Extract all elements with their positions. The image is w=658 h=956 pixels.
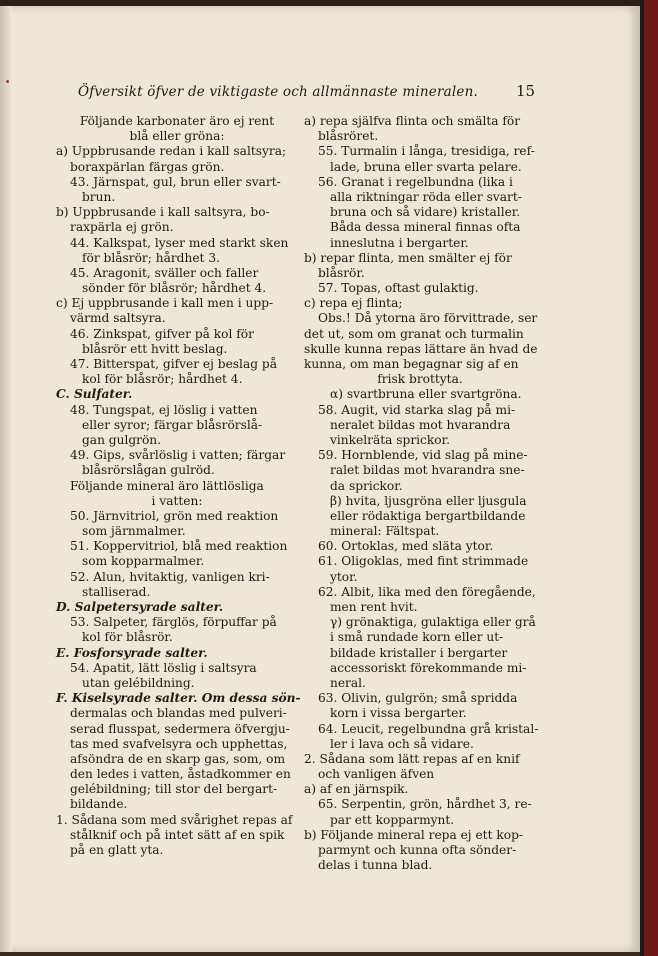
text-line: 63. Olivin, gulgrön; små spridda (318, 691, 518, 706)
text-line: lade, bruna eller svarta pelare. (330, 159, 522, 174)
text-line: Följande karbonater äro ej rent (79, 114, 275, 128)
text-line: vinkelräta sprickor. (330, 432, 450, 447)
text-line: för blåsrör; hårdhet 3. (82, 250, 220, 265)
text-line: a) Uppbrusande redan i kall saltsyra; (56, 144, 287, 159)
page-gutter (0, 6, 12, 952)
text-line: 49. Gips, svårlöslig i vatten; färgar (70, 448, 286, 463)
running-header: Öfversikt öfver de viktigaste och allmännaste mineralen. (78, 84, 478, 100)
text-line: kol för blåsrör; hårdhet 4. (82, 372, 243, 387)
text-line: blåsrör. (318, 265, 365, 280)
text-line: D. Salpetersyrade salter. (56, 600, 224, 614)
text-line: i vatten: (151, 493, 203, 508)
text-line: inneslutna i bergarter. (330, 235, 469, 250)
text-line: b) repar flinta, men smälter ej för (304, 250, 512, 265)
text-line: delas i tunna blad. (318, 858, 433, 873)
text-line: 45. Aragonit, sväller och faller (70, 265, 259, 280)
text-line: gelébildning; till stor del bergart- (70, 782, 278, 797)
text-line: 62. Albit, lika med den föregående, (318, 584, 536, 599)
text-line: b) Uppbrusande i kall saltsyra, bo- (56, 205, 270, 220)
text-line: bruna och så vidare) kristaller. (330, 205, 521, 220)
text-line: b) Följande mineral repa ej ett kop- (304, 827, 523, 842)
text-line: utan gelébildning. (82, 675, 195, 690)
text-line: 44. Kalkspat, lyser med starkt sken (70, 235, 289, 250)
text-line: 57. Topas, oftast gulaktig. (318, 281, 479, 296)
text-line: 53. Salpeter, färglös, förpuffar på (70, 615, 277, 630)
text-line: bildade kristaller i bergarter (330, 645, 508, 660)
right-column (304, 114, 539, 873)
text-line: korn i vissa bergarter. (330, 706, 467, 721)
text-line: C. Sulfater. (56, 387, 133, 402)
text-line: 61. Oligoklas, med fint strimmade (318, 554, 529, 569)
text-line: γ) grönaktiga, gulaktiga eller grå (330, 615, 536, 630)
text-line: blåsrör ett hvitt beslag. (82, 341, 228, 356)
text-line: da sprickor. (330, 478, 403, 493)
text-line: som järnmalmer. (82, 524, 186, 539)
ink-mark (6, 80, 9, 83)
text-line: serad flusspat, sedermera öfvergju- (70, 721, 290, 736)
text-line: c) Ej uppbrusande i kall men i upp- (56, 296, 274, 311)
text-line: brun. (82, 189, 116, 204)
text-line: neral. (330, 675, 366, 690)
text-line: 51. Koppervitriol, blå med reaktion (70, 539, 288, 554)
page-number: 15 (516, 82, 536, 100)
text-line: eller rödaktiga bergartbildande (330, 508, 526, 523)
text-line: kunna, om man begagnar sig af en (304, 357, 519, 371)
text-line: värmd saltsyra. (70, 311, 166, 326)
text-line: frisk brottyta. (377, 372, 463, 387)
text-line: α) svartbruna eller svartgröna. (330, 387, 522, 402)
text-line: 50. Järnvitriol, grön med reaktion (70, 508, 279, 523)
text-line: 43. Järnspat, gul, brun eller svart- (70, 174, 281, 189)
text-line: det ut, som om granat och turmalin (304, 326, 524, 341)
text-line: Båda dessa mineral finnas ofta (330, 220, 521, 235)
book-cover-edge (644, 0, 658, 956)
text-line: 60. Ortoklas, med släta ytor. (318, 539, 494, 554)
text-line: 55. Turmalin i långa, tresidiga, ref- (318, 144, 535, 159)
text-line: mineral: Fältspat. (330, 524, 440, 539)
text-line: 56. Granat i regelbundna (lika i (318, 174, 513, 189)
text-line: skulle kunna repas lättare än hvad de (304, 341, 538, 356)
text-line: 47. Bitterspat, gifver ej beslag på (70, 357, 277, 371)
text-line: stålknif och på intet sätt af en spik (70, 827, 285, 842)
text-line: som kopparmalmer. (82, 554, 205, 569)
text-line: boraxpärlan färgas grön. (70, 159, 225, 174)
text-line: eller syror; färgar blåsrörslå- (82, 417, 263, 432)
text-line: den ledes i vatten, åstadkommer en (70, 767, 291, 782)
text-line: F. Kiselsyrade salter. Om dessa sön- (56, 691, 301, 706)
text-line: kol för blåsrör. (82, 630, 173, 645)
text-line: 58. Augit, vid starka slag på mi- (318, 402, 516, 417)
text-line: a) af en järnspik. (304, 782, 409, 797)
text-line: β) hvita, ljusgröna eller ljusgula (330, 493, 527, 508)
text-line: på en glatt yta. (70, 843, 164, 857)
text-line: par ett kopparmynt. (330, 812, 455, 827)
text-line: E. Fosforsyrade salter. (56, 645, 208, 660)
text-line: parmynt och kunna ofta sönder- (318, 843, 517, 857)
text-line: blå eller gröna: (129, 129, 225, 144)
text-line: raxpärla ej grön. (70, 220, 174, 235)
text-line: 46. Zinkspat, gifver på kol för (70, 326, 254, 341)
text-line: blåsrörslågan gulröd. (82, 463, 215, 478)
text-line: 2. Sådana som lätt repas af en knif (304, 751, 520, 766)
text-line: neralet bildas mot hvarandra (330, 417, 511, 432)
text-line: ytor. (330, 569, 358, 584)
text-line: Obs.! Då ytorna äro förvittrade, ser (318, 311, 538, 326)
text-line: och vanligen äfven (318, 767, 435, 782)
text-line: stalliserad. (82, 584, 151, 599)
text-line: men rent hvit. (330, 600, 418, 614)
text-line: sönder för blåsrör; hårdhet 4. (82, 281, 267, 296)
text-line: afsöndra de en skarp gas, som, om (70, 751, 286, 766)
text-line: tas med svafvelsyra och upphettas, (70, 736, 288, 751)
text-line: 54. Apatit, lätt löslig i saltsyra (70, 660, 257, 675)
text-line: c) repa ej flinta; (304, 296, 403, 311)
text-line: bildande. (70, 797, 128, 812)
text-line: Följande mineral äro lättlösliga (70, 478, 264, 493)
text-line: alla riktningar röda eller svart- (330, 189, 522, 204)
text-line: 59. Hornblende, vid slag på mine- (318, 448, 528, 463)
text-line: 64. Leucit, regelbundna grå kristal- (318, 721, 539, 736)
text-line: 52. Alun, hvitaktig, vanligen kri- (70, 569, 270, 584)
text-line: dermalas och blandas med pulveri- (70, 706, 287, 721)
text-line: i små rundade korn eller ut- (330, 630, 504, 645)
text-line: ler i lava och så vidare. (330, 736, 474, 751)
text-line: a) repa själfva flinta och smälta för (304, 114, 521, 128)
text-line: blåsröret. (318, 129, 379, 144)
text-line: 65. Serpentin, grön, hårdhet 3, re- (318, 797, 532, 812)
text-line: 48. Tungspat, ej löslig i vatten (70, 402, 258, 417)
text-line: accessoriskt förekommande mi- (330, 660, 527, 675)
text-line: gan gulgrön. (82, 432, 162, 447)
text-line: ralet bildas mot hvarandra sne- (330, 463, 525, 478)
text-line: 1. Sådana som med svårighet repas af (56, 812, 293, 827)
left-column (56, 114, 301, 858)
